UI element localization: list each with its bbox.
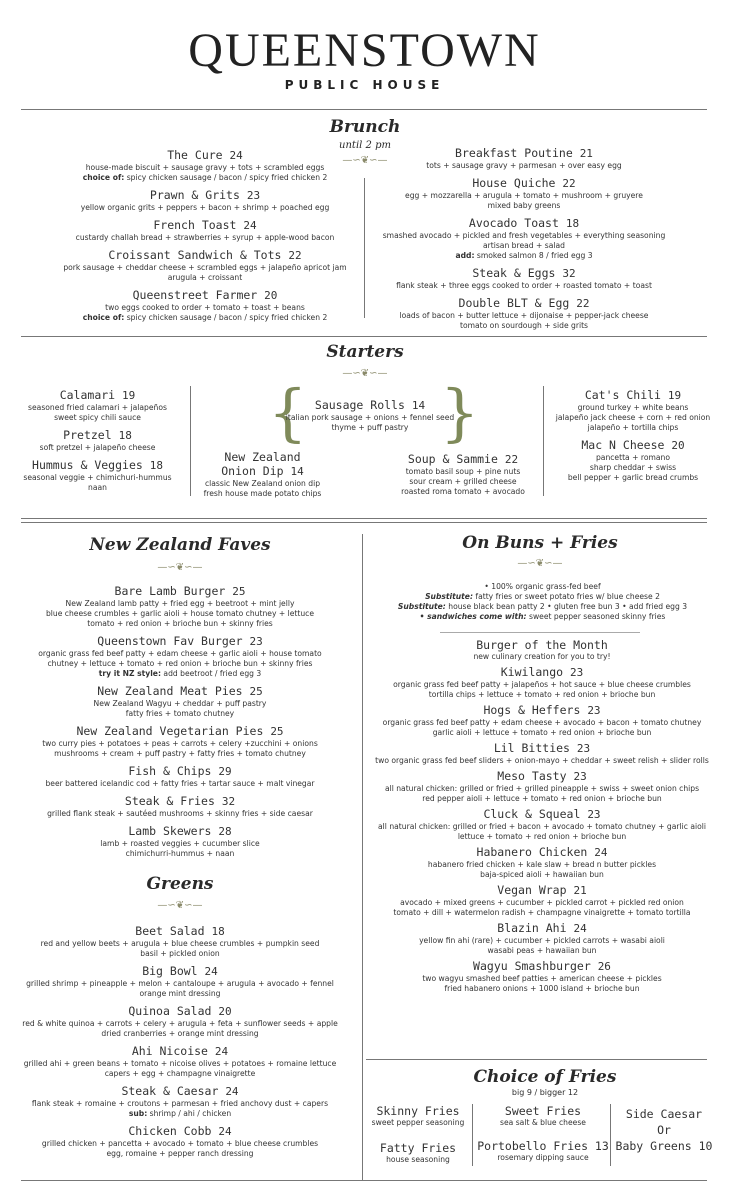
menu-item [20, 924, 340, 959]
menu-item [20, 634, 340, 679]
item-description: organic grass fed beef patty + edam cheese + avocado + bacon + tomato chutney [382, 718, 702, 727]
item-description: tortilla chips + lettuce + tomato + red onion + brioche bun [428, 690, 656, 699]
item-description: baja-spiced aioli + hawaiian bun [480, 870, 604, 879]
item-description: sweet spicy chili sauce [54, 413, 141, 422]
item-name: Skinny Fries [376, 1104, 460, 1118]
item-price: 22 [576, 297, 590, 310]
item-name: Fatty Fries [379, 1141, 457, 1155]
item-description: two curry pies + potatoes + peas + carrots + celery +zucchini + onions [42, 739, 318, 748]
item-description: pork sausage + cheddar cheese + scrambled eggs + jalapeño apricot jam [63, 263, 347, 272]
menu-item [368, 921, 716, 956]
menu-item [374, 266, 674, 291]
item-price: 20 [218, 1005, 232, 1018]
item-description: soft pretzel + jalapeño cheese [39, 443, 156, 452]
menu-item [20, 388, 175, 423]
item-price: 20 [671, 439, 685, 452]
item-description: pancetta + romano [595, 453, 671, 462]
item-description: chutney + lettuce + tomato + red onion + brioche bun + skinny fries [47, 659, 313, 668]
item-price: 24 [204, 965, 218, 978]
item-description: sweet pepper seasoning [371, 1118, 465, 1127]
greens-list [20, 924, 340, 1164]
item-description: fried habanero onions + 1000 island + brioche bun [444, 984, 640, 993]
nz-faves-list [20, 584, 340, 864]
item-name: Portobello Fries 13 [477, 1139, 609, 1153]
item-name: Blazin Ahi [497, 921, 567, 935]
item-description: sour cream + grilled cheese [409, 477, 517, 486]
item-description: capers + egg + champagne vinaigrette [104, 1069, 256, 1078]
item-price: 26 [597, 960, 611, 973]
divider [190, 386, 191, 496]
item-name: Beet Salad [135, 924, 205, 938]
item-price: 18 [565, 217, 580, 230]
item-description: rosemary dipping sauce [497, 1153, 589, 1162]
item-description: fatty fries + tomato chutney [125, 709, 235, 718]
item-description: lettuce + tomato + red onion + brioche bun [457, 832, 627, 841]
item-price: 23 [573, 770, 587, 783]
item-description: New Zealand lamb patty + fried egg + beetroot + mint jelly [65, 599, 295, 608]
choice-label: choice of: [82, 173, 125, 182]
item-description: ground turkey + white beans [577, 403, 689, 412]
left-brace-icon: { [268, 376, 308, 449]
item-name: House Quiche [472, 176, 556, 190]
item-name: Onion Dip [221, 464, 284, 478]
item-description: yellow organic grits + peppers + bacon + shrimp + poached egg [80, 203, 330, 212]
item-name: Lamb Skewers [128, 824, 212, 838]
starters-heading: Starters [326, 342, 404, 362]
item-description: artisan bread + salad [482, 241, 565, 250]
item-description: flank steak + romaine + croutons + parmesan + fried anchovy dust + capers [31, 1099, 329, 1108]
item-name: Soup & Sammie [407, 452, 498, 466]
menu-item [20, 584, 340, 629]
item-price: 23 [570, 666, 584, 679]
item-price: 24 [214, 1045, 229, 1058]
ornament-icon: —∽❦∽— [157, 900, 203, 911]
item-name: Croissant Sandwich & Tots [108, 248, 282, 262]
nz-faves-heading: New Zealand Faves [89, 535, 271, 555]
item-description: smashed avocado + pickled and fresh vegetables + everything seasoning [382, 231, 666, 240]
item-description: roasted roma tomato + avocado [401, 487, 525, 496]
item-description: seasoned fried calamari + jalapeños [28, 403, 167, 412]
menu-item [553, 438, 713, 483]
restaurant-title: QUEENSTOWN [188, 24, 541, 77]
item-description: bell pepper + garlic bread crumbs [567, 473, 699, 482]
item-description: italian pork sausage + onions + fennel seed [285, 413, 455, 422]
item-name: Vegan Wrap [497, 883, 567, 897]
right-brace-icon: } [440, 376, 480, 449]
menu-item [368, 883, 716, 918]
menu-item [60, 288, 350, 323]
buns-list [368, 638, 716, 997]
menu-item [20, 1124, 340, 1159]
item-name: Fish & Chips [128, 764, 212, 778]
menu-item [368, 959, 716, 994]
menu-item [553, 388, 713, 433]
item-description: basil + pickled onion [140, 949, 220, 958]
divider [21, 109, 707, 110]
divider [21, 1180, 707, 1181]
divider [472, 1104, 473, 1166]
note-label: Substitute: [397, 602, 446, 611]
divider [364, 178, 365, 318]
item-name: Bare Lamb Burger [114, 584, 226, 598]
sweet-fries-item [476, 1104, 610, 1128]
item-description: two eggs cooked to order + tomato + toast + beans [105, 303, 305, 312]
item-name: New Zealand Meat Pies [97, 684, 243, 698]
item-name: French Toast [153, 218, 237, 232]
item-price: 18 [118, 429, 132, 442]
item-description: house-made biscuit + sausage gravy + tots + scrambled eggs [85, 163, 325, 172]
item-description: egg, romaine + pepper ranch dressing [106, 1149, 254, 1158]
choice-label: add: [455, 251, 475, 260]
item-name: Chicken Cobb [128, 1124, 212, 1138]
portobello-fries-item [476, 1139, 610, 1163]
item-price: 21 [579, 147, 593, 160]
brunch-left-column [60, 148, 350, 328]
item-description: chimichurri-hummus + naan [125, 849, 235, 858]
item-description: new culinary creation for you to try! [473, 652, 611, 661]
item-description: sea salt & blue cheese [500, 1118, 586, 1127]
divider [610, 1104, 611, 1166]
brunch-right-column [374, 146, 674, 336]
buns-notes [370, 582, 715, 622]
item-name: New Zealand Vegetarian Pies [76, 724, 264, 738]
choice-text: add beetroot / fried egg 3 [161, 669, 262, 678]
item-price: 25 [270, 725, 284, 738]
item-description: all natural chicken: grilled or fried + grilled pineapple + swiss + sweet onion chips [384, 784, 700, 793]
item-description: blue cheese crumbles + garlic aioli + house tomato chutney + lettuce [45, 609, 315, 618]
ornament-icon: —∽❦∽— [342, 155, 388, 166]
item-price: 23 [587, 704, 601, 717]
item-name: The Cure [167, 148, 223, 162]
skinny-fries-item [368, 1104, 468, 1128]
item-description: grilled chicken + pancetta + avocado + tomato + blue cheese crumbles [41, 1139, 319, 1148]
sausage-rolls-item [280, 398, 460, 433]
brunch-subheading: until 2 pm [339, 140, 391, 151]
item-description: avocado + mixed greens + cucumber + pickled carrot + pickled red onion [400, 898, 684, 907]
item-description: thyme + puff pastry [331, 423, 409, 432]
item-description: grilled shrimp + pineapple + melon + cantaloupe + arugula + avocado + fennel [26, 979, 334, 988]
restaurant-subtitle: PUBLIC HOUSE [284, 78, 445, 92]
item-description: flank steak + three eggs cooked to order + roasted tomato + toast [396, 281, 652, 290]
side-salad-item [612, 1107, 716, 1153]
item-description: lamb + roasted veggies + cucumber slice [100, 839, 260, 848]
item-description: arugula + croissant [167, 273, 243, 282]
item-name: Hogs & Heffers [483, 703, 581, 717]
item-description: jalapeño jack cheese + corn + red onion [555, 413, 711, 422]
item-price: 22 [288, 249, 302, 262]
item-name: Burger of the Month [476, 638, 608, 652]
menu-item [20, 1004, 340, 1039]
choice-text: spicy chicken sausage / bacon / spicy fried chicken 2 [124, 173, 328, 182]
fries-size-prices: big 9 / bigger 12 [511, 1088, 579, 1097]
soup-sammie-item [398, 452, 528, 497]
item-description: seasonal veggie + chimichuri-hummus [23, 473, 172, 482]
item-description: yellow fin ahi (rare) + cucumber + pickled carrots + wasabi aioli [419, 936, 665, 945]
divider [21, 336, 707, 337]
item-price: 29 [218, 765, 232, 778]
divider [440, 632, 640, 633]
menu-item [20, 964, 340, 999]
divider [21, 518, 707, 519]
item-price: 18 [211, 925, 225, 938]
item-name: Steak & Fries [124, 794, 215, 808]
item-description: grilled flank steak + sautéed mushrooms + skinny fries + side caesar [47, 809, 313, 818]
item-description: grilled ahi + green beans + tomato + nicoise olives + potatoes + romaine lettuce [23, 1059, 337, 1068]
item-price: 24 [243, 219, 257, 232]
item-description: mushrooms + cream + puff pastry + fatty fries + tomato chutney [54, 749, 306, 758]
item-name: Side Caesar [625, 1107, 703, 1121]
note-label: • sandwiches come with: [419, 612, 527, 621]
item-name: Mac N Cheese [581, 438, 665, 452]
item-name: Kiwilango [500, 665, 564, 679]
item-description: egg + mozzarella + arugula + tomato + mushroom + gruyere [405, 191, 643, 200]
item-name: Steak & Eggs [472, 266, 556, 280]
item-description: house seasoning [386, 1155, 450, 1164]
item-name: Wagyu Smashburger [473, 959, 591, 973]
item-name: Big Bowl [142, 964, 198, 978]
divider [21, 522, 707, 523]
item-price: 14 [411, 399, 426, 412]
item-description: two wagyu smashed beef patties + american cheese + pickles [422, 974, 662, 983]
item-description: organic grass fed beef patty + edam cheese + garlic aioli + house tomato [38, 649, 322, 658]
note-line: house black bean patty 2 • gluten free bun 3 • add fried egg 3 [445, 602, 688, 611]
ornament-icon: —∽❦∽— [342, 368, 388, 379]
item-name: Calamari [59, 388, 116, 402]
item-price: 32 [562, 267, 576, 280]
item-description: beer battered icelandic cod + fatty fries + tartar sauce + malt vinegar [45, 779, 315, 788]
menu-item [20, 458, 175, 493]
choice-label: try it NZ style: [98, 669, 161, 678]
item-price: 24 [218, 1125, 232, 1138]
item-description: red and yellow beets + arugula + blue cheese crumbles + pumpkin seed [40, 939, 320, 948]
item-description: tomato + red onion + brioche bun + skinny fries [87, 619, 273, 628]
menu-item [60, 148, 350, 183]
menu-item [20, 428, 175, 453]
item-name: New Zealand [224, 450, 301, 464]
item-price: 28 [218, 825, 232, 838]
menu-item [20, 724, 340, 759]
item-description: fresh house made potato chips [203, 489, 322, 498]
item-price: 19 [667, 389, 682, 402]
item-name: Steak & Caesar [121, 1084, 219, 1098]
item-price: 24 [573, 922, 587, 935]
item-price: 23 [246, 189, 261, 202]
item-price: 18 [149, 459, 163, 472]
menu-item [368, 807, 716, 842]
item-price: 23 [576, 742, 591, 755]
item-description: naan [88, 483, 107, 492]
menu-item [374, 146, 674, 171]
divider [543, 386, 544, 496]
item-description: two organic grass fed beef sliders + onion-mayo + cheddar + sweet relish + slider rolls [375, 756, 709, 765]
menu-item [20, 794, 340, 819]
item-price: 25 [249, 685, 263, 698]
menu-item [368, 703, 716, 738]
ornament-icon: —∽❦∽— [157, 562, 203, 573]
item-name: Sausage Rolls [314, 398, 405, 412]
item-name: Double BLT & Egg [458, 296, 570, 310]
item-description: garlic aioli + lettuce + tomato + red onion + brioche bun [432, 728, 652, 737]
item-name: Quinoa Salad [128, 1004, 212, 1018]
choice-label: choice of: [82, 313, 125, 322]
note-line: sweet pepper seasoned skinny fries [526, 612, 666, 621]
menu-item [374, 176, 674, 211]
menu-item [368, 665, 716, 700]
menu-item [368, 845, 716, 880]
menu-item [374, 216, 674, 261]
item-description: tomato basil soup + pine nuts [405, 467, 521, 476]
starters-left-column [20, 388, 175, 498]
item-name: Queenstreet Farmer [132, 288, 258, 302]
item-description: mixed baby greens [487, 201, 561, 210]
fries-heading: Choice of Fries [473, 1067, 617, 1087]
choice-text: smoked salmon 8 / fried egg 3 [474, 251, 593, 260]
item-name: Queenstown Fav Burger [97, 634, 243, 648]
menu-item [368, 741, 716, 766]
item-price: 23 [249, 635, 263, 648]
note-line: • 100% organic grass-fed beef [484, 582, 601, 591]
choice-text: shrimp / ahi / chicken [147, 1109, 232, 1118]
item-description: red & white quinoa + carrots + celery + arugula + feta + sunflower seeds + apple [22, 1019, 338, 1028]
item-name: Cluck & Squeal [483, 807, 581, 821]
menu-item [374, 296, 674, 331]
greens-heading: Greens [146, 874, 214, 894]
item-price: 22 [504, 453, 519, 466]
choice-label: sub: [128, 1109, 148, 1118]
item-name: Habanero Chicken [476, 845, 588, 859]
item-price: 25 [232, 585, 246, 598]
item-description: habanero fried chicken + kale slaw + bread n butter pickles [427, 860, 657, 869]
item-price: 21 [573, 884, 587, 897]
ornament-icon: —∽❦∽— [517, 558, 563, 569]
item-name: Baby Greens 10 [615, 1139, 713, 1153]
item-description: organic grass fed beef patty + jalapeños + hot sauce + blue cheese crumbles [393, 680, 691, 689]
item-description: red pepper aioli + lettuce + tomato + red onion + brioche bun [422, 794, 662, 803]
note-label: Substitute: [425, 592, 473, 601]
item-description: tomato on sourdough + side grits [459, 321, 589, 330]
item-price: 23 [587, 808, 601, 821]
choice-text: spicy chicken sausage / bacon / spicy fried chicken 2 [124, 313, 328, 322]
item-name: Prawn & Grits [149, 188, 240, 202]
item-name: Avocado Toast [468, 216, 559, 230]
menu-item [20, 824, 340, 859]
item-description: all natural chicken: grilled or fried + bacon + avocado + tomato chutney + garlic aioli [378, 822, 706, 831]
item-price: 22 [562, 177, 576, 190]
menu-item [20, 764, 340, 789]
item-description: sharp cheddar + swiss [589, 463, 677, 472]
menu-item [20, 684, 340, 719]
item-name: Sweet Fries [504, 1104, 582, 1118]
fatty-fries-item [368, 1141, 468, 1165]
item-price: 20 [264, 289, 278, 302]
item-price: 24 [229, 149, 243, 162]
item-name: Hummus & Veggies [32, 458, 143, 472]
item-description: orange mint dressing [139, 989, 221, 998]
item-price: 24 [594, 846, 608, 859]
item-description: custardy challah bread + strawberries + syrup + apple-wood bacon [75, 233, 335, 242]
item-name: Breakfast Poutine [455, 146, 573, 160]
item-description: New Zealand Wagyu + cheddar + puff pastry [93, 699, 267, 708]
buns-heading: On Buns + Fries [462, 533, 618, 553]
item-price: 24 [225, 1085, 239, 1098]
item-name: Or [657, 1123, 671, 1137]
item-name: Lil Bitties [493, 741, 570, 755]
item-price: 19 [122, 389, 136, 402]
item-description: tomato + dill + watermelon radish + champagne vinaigrette + tomato tortilla [393, 908, 691, 917]
item-description: classic New Zealand onion dip [204, 479, 321, 488]
item-name: Ahi Nicoise [131, 1044, 208, 1058]
item-name: Meso Tasty [497, 769, 567, 783]
menu-item [60, 248, 350, 283]
menu-item [60, 218, 350, 243]
menu-item [368, 769, 716, 804]
item-name: Pretzel [63, 428, 112, 442]
item-description: loads of bacon + butter lettuce + dijonaise + pepper-jack cheese [399, 311, 649, 320]
item-description: jalapeño + tortilla chips [587, 423, 679, 432]
item-price: 14 [290, 465, 304, 478]
onion-dip-item [195, 450, 330, 499]
menu-item [20, 1044, 340, 1079]
divider [362, 534, 363, 1180]
note-line: fatty fries or sweet potato fries w/ blue cheese 2 [472, 592, 660, 601]
brunch-heading: Brunch [329, 117, 401, 137]
menu-item [368, 638, 716, 662]
starters-right-column [553, 388, 713, 488]
item-price: 32 [221, 795, 236, 808]
menu-item [20, 1084, 340, 1119]
menu-item [60, 188, 350, 213]
item-description: dried cranberries + orange mint dressing [101, 1029, 259, 1038]
item-description: tots + sausage gravy + parmesan + over easy egg [426, 161, 622, 170]
item-description: wasabi peas + hawaiian bun [487, 946, 597, 955]
item-name: Cat's Chili [584, 388, 661, 402]
divider [366, 1059, 707, 1060]
